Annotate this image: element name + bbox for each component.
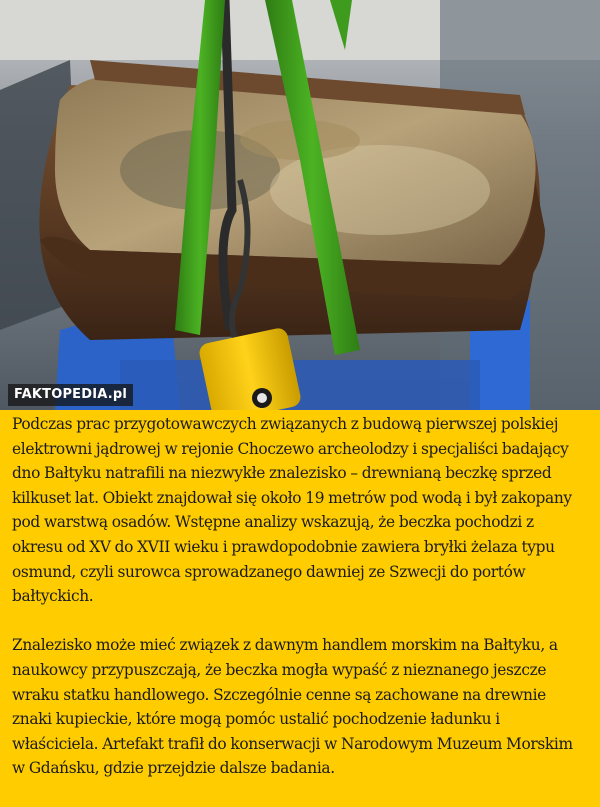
article-paragraph-1: Podczas prac przygotowawczych związanych z budową pierwszej polskiej elektrowni jądrowej w rejonie Choczewo archeolodzy i specjaliści badający dno Bałtyku natrafili na niezwykłe znalezisko – drewnianą beczkę sprzed kilkuset lat. Obiekt znajdował się około 19 metrów pod wodą i był zakopany pod warstwą osadów. Wstępne analizy wskazują, że beczka pochodzi z okresu od XV do XVII wieku i prawdopodobnie zawiera bryłki żelaza typu osmund, czyli surowca sprowadzanego dawniej ze Szwecji do portów bałtyckich. bbox=[12, 415, 572, 606]
article-paragraph-2: Znalezisko może mieć związek z dawnym handlem morskim na Bałtyku, a naukowcy przypuszczają, że beczka mogła wypaść z nieznanego jeszcze wraku statku handlowego. Szczególnie cenne są zachowane na drewnie znaki kupieckie, które mogą pomóc ustalić pochodzenie ładunku i właściciela. Artefakt trafił do konserwacji w Narodowym Muzeum Morskim w Gdańsku, gdzie przejdzie dalsze badania. bbox=[12, 636, 573, 778]
site-watermark: FAKTOPEDIA.pl bbox=[8, 384, 133, 406]
remote-button-center bbox=[257, 393, 267, 403]
article-text bbox=[0, 410, 600, 807]
blue-cart bbox=[120, 360, 480, 410]
